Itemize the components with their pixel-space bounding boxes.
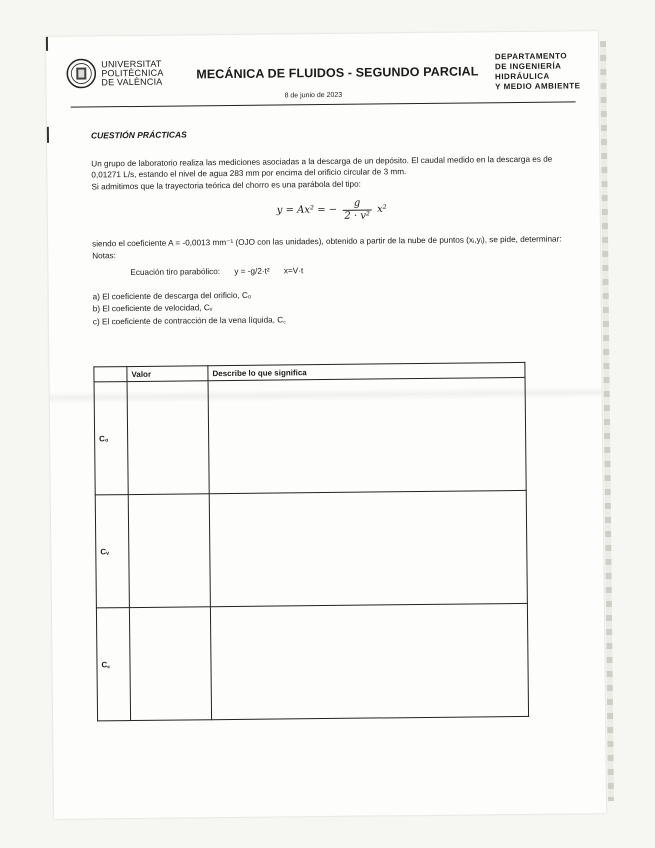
notes-equation: x=V·t	[283, 266, 304, 276]
department-name	[495, 51, 581, 92]
value-cell[interactable]	[127, 381, 209, 495]
fraction-numerator: g	[342, 198, 372, 211]
margin-mark	[47, 127, 49, 143]
exam-sheet	[46, 31, 606, 819]
value-cell[interactable]	[129, 607, 211, 721]
table-row	[95, 490, 527, 608]
exam-title: MECÁNICA DE FLUIDOS - SEGUNDO PARCIAL	[196, 64, 479, 82]
description-cell[interactable]	[208, 377, 526, 493]
statement-paragraph: Si admitimos que la trayectoria teórica del chorro es una parábola del tipo:	[91, 179, 361, 191]
university-line: UNIVERSITAT	[101, 58, 162, 70]
notes-equation: y = -g/2·t²	[234, 266, 270, 276]
section-title: CUESTIÓN PRÁCTICAS	[90, 129, 187, 141]
list-item: a) El coeficiente de descarga del orificio, C₀	[92, 290, 252, 301]
statement-paragraph: Un grupo de laboratorio realiza las mediciones asociadas a la descarga de un depósito. El caudal medido en la descarga es de 0,01271 L/s, estando el nivel de agua 283 mm por encima del orificio circular de 3 mm.	[91, 154, 553, 180]
department-line: HIDRÁULICA	[494, 71, 550, 82]
list-item: c) El coeficiente de contracción de la vena líquida, C꜀	[92, 314, 287, 326]
page-edge	[600, 41, 614, 801]
description-cell[interactable]	[210, 603, 528, 719]
question-list	[93, 286, 573, 328]
equation-lhs: y = Ax² = −	[276, 204, 338, 217]
notes-equations	[130, 262, 572, 278]
exam-date: 8 de junio de 2023	[284, 91, 343, 100]
value-cell[interactable]	[128, 494, 210, 608]
answer-table	[93, 362, 529, 722]
table-row	[94, 377, 526, 495]
coefficient-paragraph: siendo el coeficiente A = -0,0013 mm⁻¹ (OJO con las unidades), obtenido a partir de la nube de puntos (xᵢ,yᵢ), se pide, determinar:	[92, 234, 562, 249]
list-item: b) El coeficiente de velocidad, Cᵥ	[92, 303, 213, 314]
exam-header	[66, 53, 581, 118]
trajectory-equation	[92, 195, 572, 224]
department-line: DEPARTAMENTO	[494, 51, 568, 62]
university-name	[101, 60, 163, 88]
department-line: Y MEDIO AMBIENTE	[495, 81, 581, 92]
description-cell[interactable]	[209, 490, 527, 606]
table-header: Valor	[127, 366, 208, 382]
university-line: POLITÈCNICA	[101, 67, 164, 79]
notes-equation-label: Ecuación tiro parabólico:	[130, 267, 221, 278]
table-header: Describe lo que significa	[208, 362, 525, 380]
coefficient-label: C₀	[94, 382, 128, 495]
equation-fraction	[342, 198, 372, 222]
table-header	[94, 367, 127, 382]
department-line: DE INGENIERÍA	[494, 61, 562, 72]
coefficient-label: C꜀	[96, 608, 130, 721]
coefficient-label: Cᵥ	[95, 495, 129, 608]
notes-label: Notas:	[92, 250, 116, 260]
margin-mark	[46, 37, 48, 51]
question-content	[91, 125, 573, 328]
university-seal-icon	[66, 58, 96, 88]
fraction-denominator: 2 · v²	[344, 210, 371, 222]
university-line: DE VALÈNCIA	[101, 76, 163, 88]
equation-rhs: x²	[377, 203, 387, 215]
table-row	[96, 603, 528, 721]
